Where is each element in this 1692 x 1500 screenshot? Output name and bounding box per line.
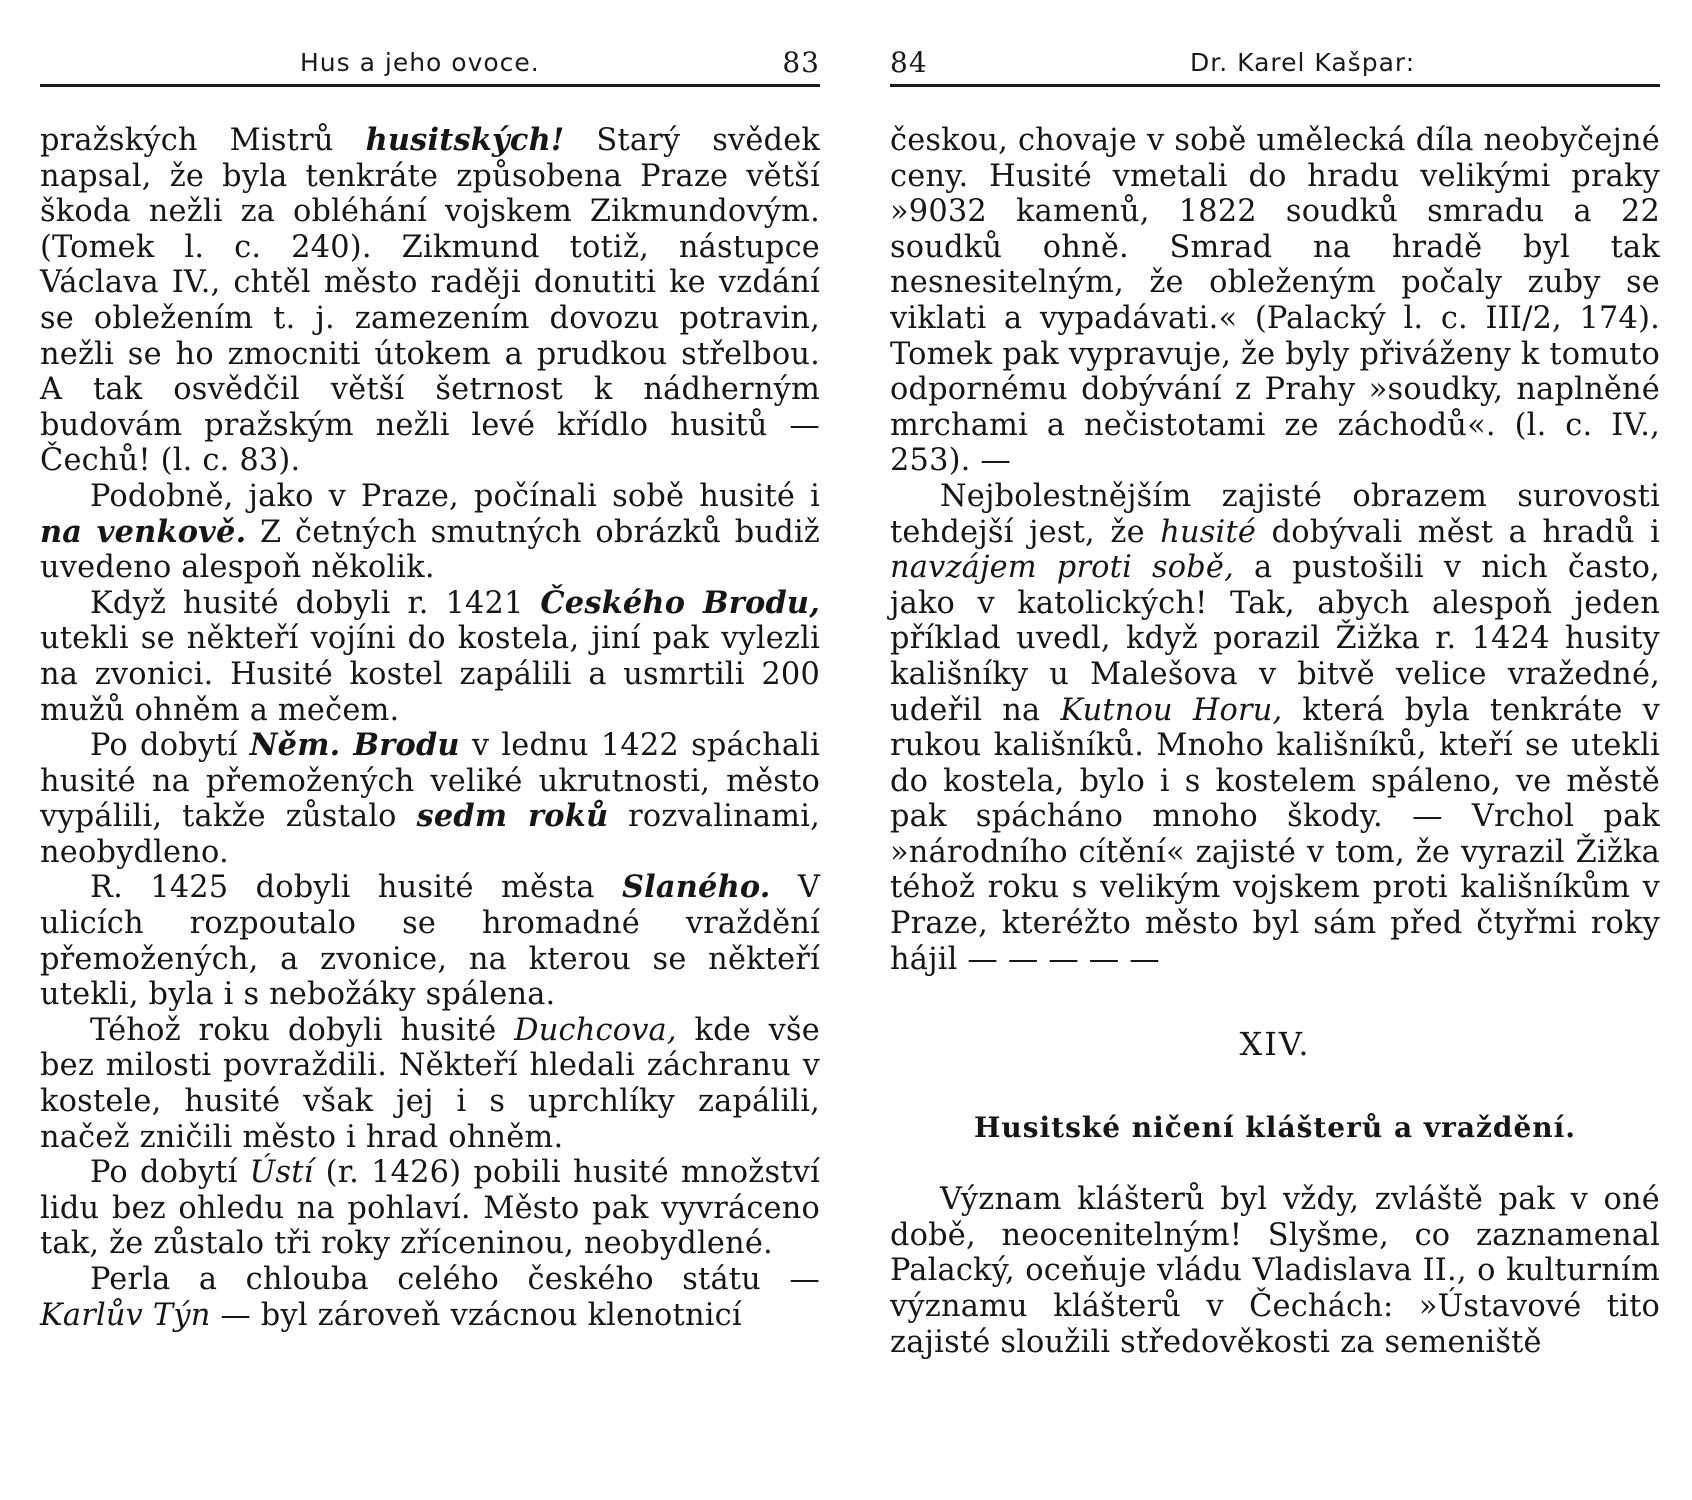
text-run: Když husité dobyli r. 1421 xyxy=(90,585,541,621)
paragraph xyxy=(40,1262,820,1333)
text-run: Nejbolestnějším zajisté obrazem surovosti tehdejší jest, že xyxy=(890,478,1660,550)
emphasis-bold-italic: sedm roků xyxy=(416,798,609,835)
text-run: dobývali měst a hradů i xyxy=(1256,514,1660,550)
emphasis-italic: husité xyxy=(1160,514,1257,550)
text-run: v lednu 1422 spáchali husité na přemožených veliké ukrutnosti, město vypálili, takže zůstalo xyxy=(40,728,821,835)
paragraph xyxy=(890,123,1660,479)
text-run: rozvalinami, neobydleno. xyxy=(40,799,820,870)
text-run: Perla a chlouba celého českého státu — xyxy=(90,1262,820,1297)
left-header-rule xyxy=(40,84,820,87)
paragraph xyxy=(40,1013,820,1155)
text-run: kde vše bez milosti povraždili. Někteří hledali záchranu v kostele, husité však jej i s uprchlíky zapálili, načež zničili město i hrad ohněm. xyxy=(40,1012,820,1155)
text-run: pražských Mistrů xyxy=(40,123,366,158)
paragraph xyxy=(40,479,820,586)
text-run: Význam klášterů byl vždy, zvláště pak v oné době, neocenitelným! Slyšme, co zaznamenal Palacký, oceňuje vládu Vladislava II., o kulturním významu klášterů v Čechách: »Ústavové tito zajisté sloužili středověkosti za semeniště xyxy=(890,1182,1660,1360)
text-run: V ulicích rozpoutalo se hromadné vraždění přemožených, a zvonice, na kterou se někteří utekli, byla i s nebožáky spálena. xyxy=(40,870,820,1013)
left-running-title: Hus a jeho ovoce. xyxy=(300,48,540,77)
emphasis-bold-italic: husitských! xyxy=(365,122,565,158)
paragraph xyxy=(40,1155,820,1262)
right-body-text xyxy=(890,123,1660,977)
text-run: která byla tenkráte v rukou kališníků. Mnoho kališníků, kteří se utekli do kostela, bylo i s kostelem spáleno, ve městě pak spácháno mnoho škody. — Vrchol pak »národního cítění« zajisté v tom, že vyrazil Žižka téhož roku s velikým vojskem proti kališníkům v Praze, kteréžto město byl sám před čtyřmi roky hájil — — — — — xyxy=(890,692,1661,977)
text-run: českou, chovaje v sobě umělecká díla neobyčejné ceny. Husité vmetali do hradu velikými praky »9032 kamenů, 1822 soudků smradu a 22 soudků ohně. Smrad na hradě byl tak nesnesitelným, že obleženým počaly zuby se viklati a vypadávati.« (Palacký l. c. III/2, 174). Tomek pak vypravuje, že byly přiváženy k tomuto odpornému dobývání z Prahy »soudky, naplněné mrchami a nečistotami ze záchodů«. (l. c. IV., 253). — xyxy=(890,123,1660,479)
section-title: Husitské ničení klášterů a vraždění. xyxy=(973,1111,1577,1145)
text-run: Starý svědek napsal, že byla tenkráte způsobena Praze větší škoda nežli za obléhání vojskem Zikmundovým. (Tomek l. c. 240). Zikmund totiž, nástupce Václava IV., chtěl město raději donutiti ke vzdání se obležením t. j. zamezením dovozu potravin, nežli se ho zmocniti útokem a prudkou střelbou. A tak osvědčil větší šetrnost k nádherným budovám pražským nežli levé křídlo husitů — Čechů! (l. c. 83). xyxy=(40,123,820,479)
text-run: Po dobytí xyxy=(90,728,250,764)
text-run: Podobně, jako v Praze, počínali sobě husité i xyxy=(90,478,820,514)
text-run: a pustošili v nich často, jako v katolických! Tak, abych alespoň jeden příklad uvedl, když porazil Žižka r. 1424 husity kališníky u Malešova v bitvě velice vražedné, udeřil na xyxy=(890,550,1660,728)
emphasis-italic: Duchcova, xyxy=(514,1012,677,1048)
text-run: R. 1425 dobyli husité města xyxy=(90,870,622,906)
emphasis-bold-italic: Českého Brodu, xyxy=(540,584,820,621)
right-header-rule xyxy=(890,84,1660,87)
paragraph xyxy=(890,1182,1660,1360)
emphasis-italic: Karlův Týn xyxy=(40,1297,211,1333)
text-run: — byl zároveň vzácnou klenotnicí xyxy=(210,1297,742,1333)
right-page xyxy=(890,0,1660,1360)
emphasis-italic: Kutnou Horu, xyxy=(1060,692,1283,728)
right-body-text-2 xyxy=(890,1182,1660,1360)
emphasis-italic: Ústí xyxy=(249,1155,314,1191)
paragraph xyxy=(40,870,820,1012)
paragraph xyxy=(40,586,820,728)
left-body-text xyxy=(40,123,820,1333)
right-page-number: 84 xyxy=(890,46,928,79)
paragraph xyxy=(40,728,820,870)
left-page xyxy=(40,0,820,1333)
emphasis-bold-italic: Slaného. xyxy=(621,869,771,906)
text-run: (r. 1426) pobili husité množství lidu bez ohledu na pohlaví. Město pak vyvráceno tak, že zůstalo tři roky zříceninou, neobydlené. xyxy=(40,1155,820,1262)
paragraph xyxy=(40,123,820,479)
text-run: Téhož roku dobyli husité xyxy=(90,1012,515,1048)
emphasis-italic: navzájem proti sobě, xyxy=(890,550,1234,586)
text-run: Po dobytí xyxy=(90,1155,250,1191)
emphasis-bold-italic: Něm. Brodu xyxy=(249,727,460,764)
text-run: Z četných smutných obrázků budiž uvedeno alespoň několik. xyxy=(40,514,821,586)
section-number: XIV. xyxy=(1239,1025,1311,1064)
text-run: utekli se někteří vojíni do kostela, jiní pak vylezli na zvonici. Husité kostel zapálili a usmrtili 200 mužů ohněm a mečem. xyxy=(40,621,820,728)
right-running-title: Dr. Karel Kašpar: xyxy=(1190,48,1416,77)
paragraph xyxy=(890,479,1660,977)
right-running-header xyxy=(890,38,1660,84)
emphasis-bold-italic: na venkově. xyxy=(40,513,247,550)
left-running-header xyxy=(40,38,820,84)
left-page-number: 83 xyxy=(782,46,820,79)
